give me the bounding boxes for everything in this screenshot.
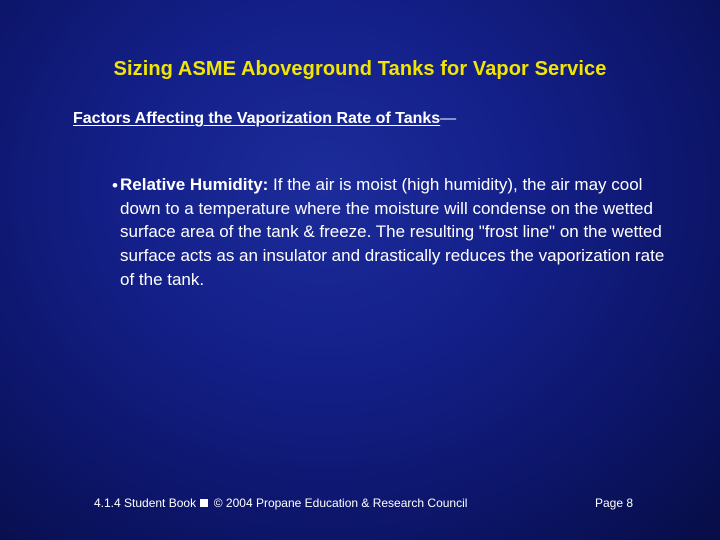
footer-credits	[94, 496, 467, 510]
footer	[0, 496, 720, 512]
slide-title: Sizing ASME Aboveground Tanks for Vapor Service	[113, 58, 607, 80]
bullet-body: If the air is moist (high humidity), the air may cool down to a temperature where the moisture will condense on the wetted surface area of the tank & freeze. The resulting "frost line" on the wetted surface acts as an insulator and drastically reduces the vaporization rate of the tank.	[120, 175, 665, 289]
bullet-icon: •	[112, 176, 118, 195]
footer-book-ref: 4.1.4 Student Book	[94, 496, 200, 510]
footer-copyright: © 2004 Propane Education & Research Council	[210, 496, 468, 510]
section-heading-text: Factors Affecting the Vaporization Rate of Tanks	[73, 110, 441, 127]
section-heading-dash: —	[440, 110, 457, 127]
bullet-text	[120, 173, 665, 292]
square-bullet-icon	[200, 499, 208, 507]
section-heading	[73, 110, 456, 128]
bullet-lead: Relative Humidity:	[120, 175, 269, 194]
page-number: Page 8	[595, 496, 634, 510]
